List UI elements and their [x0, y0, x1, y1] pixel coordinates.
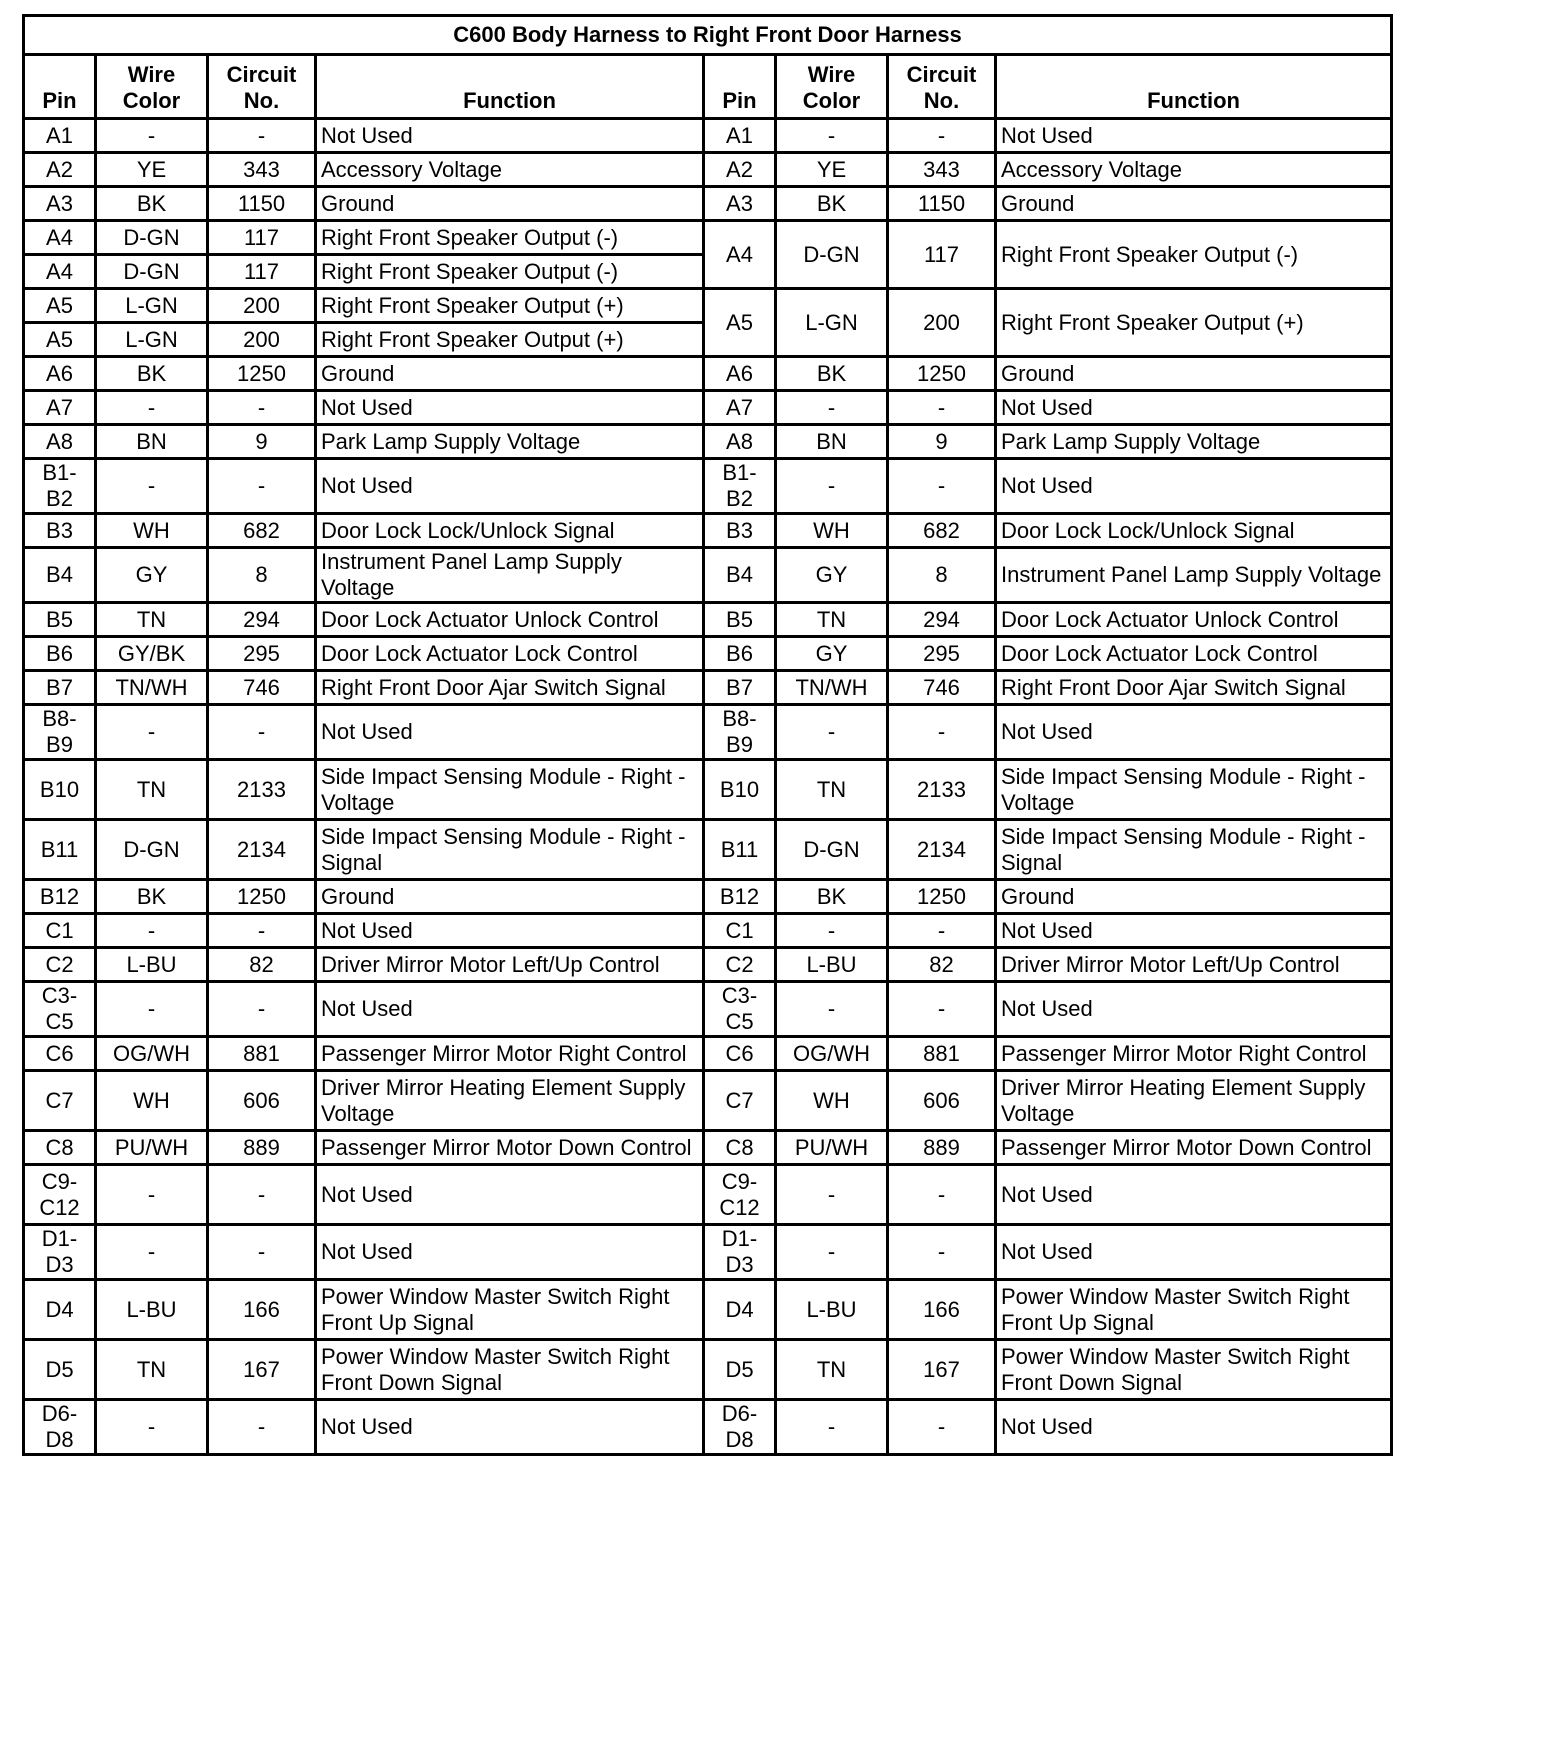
wire-color-cell: GY/BK [96, 637, 208, 671]
function-cell: Ground [996, 880, 1392, 914]
wire-color-cell: - [96, 914, 208, 948]
wire-color-cell: - [776, 705, 888, 760]
table-row [24, 1400, 1392, 1455]
function-cell: Passenger Mirror Motor Down Control [996, 1131, 1392, 1165]
harness-table-wrapper [22, 14, 1390, 1456]
table-row [24, 982, 1392, 1037]
function-cell: Not Used [316, 1400, 704, 1455]
pin-cell: A4 [24, 255, 96, 289]
table-row [24, 1280, 1392, 1340]
header-wire-color-left: Wire Color [96, 55, 208, 119]
wire-color-cell: TN [96, 1340, 208, 1400]
function-cell: Right Front Speaker Output (-) [996, 221, 1392, 289]
wire-color-cell: TN [776, 760, 888, 820]
circuit-cell: 2134 [888, 820, 996, 880]
circuit-cell: - [888, 459, 996, 514]
header-pin-right: Pin [704, 55, 776, 119]
pin-cell: C2 [704, 948, 776, 982]
pin-cell: B1-B2 [24, 459, 96, 514]
wire-color-cell: - [776, 914, 888, 948]
header-wire-color-right: Wire Color [776, 55, 888, 119]
table-row [24, 1071, 1392, 1131]
wire-color-cell: BK [96, 187, 208, 221]
circuit-cell: 343 [888, 153, 996, 187]
circuit-cell: 82 [208, 948, 316, 982]
wire-color-cell: TN [96, 760, 208, 820]
table-row [24, 119, 1392, 153]
wire-color-cell: BK [96, 880, 208, 914]
function-cell: Not Used [996, 1165, 1392, 1225]
function-cell: Not Used [996, 119, 1392, 153]
pin-cell: C8 [704, 1131, 776, 1165]
pin-cell: A3 [704, 187, 776, 221]
circuit-cell: 1250 [888, 880, 996, 914]
circuit-cell: - [208, 1165, 316, 1225]
wire-color-cell: OG/WH [776, 1037, 888, 1071]
function-cell: Right Front Speaker Output (+) [316, 289, 704, 323]
circuit-cell: 2133 [888, 760, 996, 820]
circuit-cell: 682 [888, 514, 996, 548]
circuit-cell: 200 [888, 289, 996, 357]
circuit-cell: - [888, 1165, 996, 1225]
wire-color-cell: BN [776, 425, 888, 459]
table-row [24, 391, 1392, 425]
function-cell: Right Front Door Ajar Switch Signal [316, 671, 704, 705]
pin-cell: C6 [24, 1037, 96, 1071]
wire-color-cell: BK [776, 187, 888, 221]
pin-cell: A1 [24, 119, 96, 153]
pin-cell: A4 [24, 221, 96, 255]
pin-cell: B11 [704, 820, 776, 880]
wire-color-cell: - [96, 982, 208, 1037]
header-function-right: Function [996, 55, 1392, 119]
wire-color-cell: BN [96, 425, 208, 459]
function-cell: Driver Mirror Motor Left/Up Control [996, 948, 1392, 982]
pin-cell: B6 [704, 637, 776, 671]
pin-cell: C3-C5 [24, 982, 96, 1037]
table-row [24, 705, 1392, 760]
header-circuit-left: Circuit No. [208, 55, 316, 119]
circuit-cell: - [208, 914, 316, 948]
circuit-cell: 889 [208, 1131, 316, 1165]
function-cell: Power Window Master Switch Right Front Down Signal [996, 1340, 1392, 1400]
circuit-cell: 117 [208, 255, 316, 289]
wire-color-cell: L-GN [96, 323, 208, 357]
circuit-cell: 167 [888, 1340, 996, 1400]
pin-cell: C7 [24, 1071, 96, 1131]
pin-cell: A7 [704, 391, 776, 425]
wire-color-cell: WH [96, 514, 208, 548]
function-cell: Not Used [316, 391, 704, 425]
header-circuit-right: Circuit No. [888, 55, 996, 119]
circuit-cell: - [208, 391, 316, 425]
circuit-cell: - [888, 119, 996, 153]
pin-cell: B8-B9 [24, 705, 96, 760]
wire-color-cell: - [96, 1400, 208, 1455]
circuit-cell: 9 [888, 425, 996, 459]
circuit-cell: 889 [888, 1131, 996, 1165]
function-cell: Ground [316, 880, 704, 914]
wire-color-cell: D-GN [96, 820, 208, 880]
function-cell: Park Lamp Supply Voltage [996, 425, 1392, 459]
table-row [24, 760, 1392, 820]
pin-cell: B6 [24, 637, 96, 671]
table-row [24, 187, 1392, 221]
table-row [24, 1131, 1392, 1165]
pin-cell: B7 [24, 671, 96, 705]
wire-color-cell: - [96, 459, 208, 514]
wire-color-cell: YE [96, 153, 208, 187]
pin-cell: B10 [704, 760, 776, 820]
table-row [24, 459, 1392, 514]
function-cell: Right Front Speaker Output (+) [316, 323, 704, 357]
table-row [24, 1225, 1392, 1280]
function-cell: Not Used [316, 914, 704, 948]
function-cell: Driver Mirror Heating Element Supply Voltage [316, 1071, 704, 1131]
wire-color-cell: TN [96, 603, 208, 637]
pin-cell: B11 [24, 820, 96, 880]
wire-color-cell: - [776, 982, 888, 1037]
function-cell: Right Front Speaker Output (-) [316, 255, 704, 289]
table-row [24, 948, 1392, 982]
circuit-cell: - [888, 1400, 996, 1455]
wire-color-cell: D-GN [776, 221, 888, 289]
circuit-cell: 167 [208, 1340, 316, 1400]
pin-cell: A5 [24, 323, 96, 357]
wire-color-cell: PU/WH [96, 1131, 208, 1165]
circuit-cell: 881 [888, 1037, 996, 1071]
table-title: C600 Body Harness to Right Front Door Harness [24, 16, 1392, 55]
wire-color-cell: D-GN [776, 820, 888, 880]
function-cell: Ground [316, 357, 704, 391]
function-cell: Driver Mirror Heating Element Supply Voltage [996, 1071, 1392, 1131]
function-cell: Driver Mirror Motor Left/Up Control [316, 948, 704, 982]
function-cell: Ground [996, 357, 1392, 391]
circuit-cell: 200 [208, 323, 316, 357]
circuit-cell: - [208, 459, 316, 514]
function-cell: Not Used [316, 982, 704, 1037]
pin-cell: A6 [704, 357, 776, 391]
circuit-cell: - [208, 1225, 316, 1280]
circuit-cell: 8 [208, 548, 316, 603]
wire-color-cell: WH [776, 1071, 888, 1131]
pin-cell: B8-B9 [704, 705, 776, 760]
pin-cell: C3-C5 [704, 982, 776, 1037]
circuit-cell: 8 [888, 548, 996, 603]
function-cell: Power Window Master Switch Right Front Up Signal [996, 1280, 1392, 1340]
pin-cell: A6 [24, 357, 96, 391]
circuit-cell: 682 [208, 514, 316, 548]
table-row [24, 548, 1392, 603]
wire-color-cell: - [776, 459, 888, 514]
pin-cell: A2 [704, 153, 776, 187]
circuit-cell: 82 [888, 948, 996, 982]
function-cell: Side Impact Sensing Module - Right - Signal [996, 820, 1392, 880]
pin-cell: D1-D3 [24, 1225, 96, 1280]
pin-cell: A5 [24, 289, 96, 323]
wire-color-cell: - [776, 119, 888, 153]
circuit-cell: 1250 [208, 880, 316, 914]
function-cell: Accessory Voltage [316, 153, 704, 187]
pin-cell: D4 [704, 1280, 776, 1340]
wire-color-cell: - [96, 119, 208, 153]
function-cell: Not Used [996, 459, 1392, 514]
header-pin-left: Pin [24, 55, 96, 119]
pin-cell: A5 [704, 289, 776, 357]
wire-color-cell: L-BU [96, 948, 208, 982]
circuit-cell: 2133 [208, 760, 316, 820]
wire-color-cell: - [776, 1165, 888, 1225]
table-body [24, 119, 1392, 1455]
wire-color-cell: - [96, 391, 208, 425]
wire-color-cell: - [776, 391, 888, 425]
circuit-cell: 295 [208, 637, 316, 671]
function-cell: Door Lock Lock/Unlock Signal [316, 514, 704, 548]
circuit-cell: - [208, 1400, 316, 1455]
function-cell: Door Lock Lock/Unlock Signal [996, 514, 1392, 548]
circuit-cell: 881 [208, 1037, 316, 1071]
function-cell: Door Lock Actuator Lock Control [316, 637, 704, 671]
function-cell: Accessory Voltage [996, 153, 1392, 187]
pin-cell: C6 [704, 1037, 776, 1071]
wire-color-cell: GY [776, 548, 888, 603]
pin-cell: A3 [24, 187, 96, 221]
pin-cell: A7 [24, 391, 96, 425]
circuit-cell: - [208, 982, 316, 1037]
pin-cell: C7 [704, 1071, 776, 1131]
function-cell: Instrument Panel Lamp Supply Voltage [996, 548, 1392, 603]
function-cell: Door Lock Actuator Unlock Control [996, 603, 1392, 637]
table-row [24, 514, 1392, 548]
pin-cell: A8 [704, 425, 776, 459]
wire-color-cell: BK [776, 357, 888, 391]
wire-color-cell: WH [96, 1071, 208, 1131]
function-cell: Not Used [316, 459, 704, 514]
wire-color-cell: L-BU [96, 1280, 208, 1340]
table-row [24, 637, 1392, 671]
table-row [24, 1165, 1392, 1225]
pin-cell: B12 [24, 880, 96, 914]
table-row [24, 221, 1392, 255]
column-header-row [24, 55, 1392, 119]
table-row [24, 880, 1392, 914]
wire-color-cell: D-GN [96, 221, 208, 255]
function-cell: Not Used [996, 705, 1392, 760]
function-cell: Door Lock Actuator Unlock Control [316, 603, 704, 637]
function-cell: Not Used [316, 119, 704, 153]
table-row [24, 289, 1392, 323]
circuit-cell: 166 [888, 1280, 996, 1340]
wire-color-cell: D-GN [96, 255, 208, 289]
circuit-cell: 294 [208, 603, 316, 637]
function-cell: Door Lock Actuator Lock Control [996, 637, 1392, 671]
pin-cell: D5 [24, 1340, 96, 1400]
wire-color-cell: PU/WH [776, 1131, 888, 1165]
function-cell: Side Impact Sensing Module - Right - Voltage [996, 760, 1392, 820]
circuit-cell: 2134 [208, 820, 316, 880]
pin-cell: C9-C12 [704, 1165, 776, 1225]
function-cell: Ground [996, 187, 1392, 221]
function-cell: Passenger Mirror Motor Right Control [996, 1037, 1392, 1071]
pin-cell: B7 [704, 671, 776, 705]
pin-cell: C1 [24, 914, 96, 948]
function-cell: Not Used [996, 391, 1392, 425]
circuit-cell: 200 [208, 289, 316, 323]
wire-color-cell: YE [776, 153, 888, 187]
table-row [24, 820, 1392, 880]
wire-color-cell: TN/WH [776, 671, 888, 705]
pin-cell: D1-D3 [704, 1225, 776, 1280]
wire-color-cell: - [96, 705, 208, 760]
pin-cell: B12 [704, 880, 776, 914]
function-cell: Not Used [996, 982, 1392, 1037]
pin-cell: B4 [24, 548, 96, 603]
pin-cell: D4 [24, 1280, 96, 1340]
function-cell: Not Used [316, 1225, 704, 1280]
circuit-cell: 1150 [888, 187, 996, 221]
wire-color-cell: L-BU [776, 1280, 888, 1340]
function-cell: Not Used [316, 1165, 704, 1225]
wire-color-cell: TN [776, 1340, 888, 1400]
pin-cell: C1 [704, 914, 776, 948]
function-cell: Side Impact Sensing Module - Right - Signal [316, 820, 704, 880]
circuit-cell: - [888, 391, 996, 425]
function-cell: Right Front Speaker Output (-) [316, 221, 704, 255]
pin-cell: B5 [704, 603, 776, 637]
wire-color-cell: - [96, 1225, 208, 1280]
circuit-cell: 746 [208, 671, 316, 705]
pin-cell: B1-B2 [704, 459, 776, 514]
wire-color-cell: OG/WH [96, 1037, 208, 1071]
function-cell: Power Window Master Switch Right Front Up Signal [316, 1280, 704, 1340]
table-row [24, 153, 1392, 187]
wire-color-cell: L-GN [776, 289, 888, 357]
wire-color-cell: BK [96, 357, 208, 391]
circuit-cell: 295 [888, 637, 996, 671]
wire-color-cell: GY [96, 548, 208, 603]
pin-cell: C2 [24, 948, 96, 982]
pin-cell: C8 [24, 1131, 96, 1165]
circuit-cell: 1150 [208, 187, 316, 221]
wire-color-cell: - [776, 1400, 888, 1455]
header-function-left: Function [316, 55, 704, 119]
pin-cell: C9-C12 [24, 1165, 96, 1225]
circuit-cell: 606 [888, 1071, 996, 1131]
table-row [24, 357, 1392, 391]
function-cell: Passenger Mirror Motor Right Control [316, 1037, 704, 1071]
wire-color-cell: - [96, 1165, 208, 1225]
circuit-cell: 117 [888, 221, 996, 289]
circuit-cell: 746 [888, 671, 996, 705]
wire-color-cell: TN [776, 603, 888, 637]
circuit-cell: 294 [888, 603, 996, 637]
function-cell: Power Window Master Switch Right Front Down Signal [316, 1340, 704, 1400]
wire-color-cell: TN/WH [96, 671, 208, 705]
circuit-cell: - [888, 705, 996, 760]
pin-cell: D5 [704, 1340, 776, 1400]
wire-color-cell: L-GN [96, 289, 208, 323]
pin-cell: A4 [704, 221, 776, 289]
function-cell: Not Used [996, 914, 1392, 948]
circuit-cell: 166 [208, 1280, 316, 1340]
function-cell: Right Front Speaker Output (+) [996, 289, 1392, 357]
harness-pinout-table [22, 14, 1393, 1456]
circuit-cell: - [888, 1225, 996, 1280]
pin-cell: D6-D8 [24, 1400, 96, 1455]
wire-color-cell: L-BU [776, 948, 888, 982]
pin-cell: B4 [704, 548, 776, 603]
pin-cell: D6-D8 [704, 1400, 776, 1455]
circuit-cell: - [888, 914, 996, 948]
table-row [24, 603, 1392, 637]
pin-cell: B10 [24, 760, 96, 820]
pin-cell: B5 [24, 603, 96, 637]
function-cell: Park Lamp Supply Voltage [316, 425, 704, 459]
pin-cell: A8 [24, 425, 96, 459]
circuit-cell: 117 [208, 221, 316, 255]
function-cell: Instrument Panel Lamp Supply Voltage [316, 548, 704, 603]
circuit-cell: 9 [208, 425, 316, 459]
table-row [24, 914, 1392, 948]
wire-color-cell: WH [776, 514, 888, 548]
circuit-cell: 1250 [208, 357, 316, 391]
circuit-cell: 1250 [888, 357, 996, 391]
function-cell: Side Impact Sensing Module - Right - Voltage [316, 760, 704, 820]
function-cell: Right Front Door Ajar Switch Signal [996, 671, 1392, 705]
wire-color-cell: BK [776, 880, 888, 914]
table-row [24, 1340, 1392, 1400]
wire-color-cell: - [776, 1225, 888, 1280]
pin-cell: A1 [704, 119, 776, 153]
pin-cell: B3 [24, 514, 96, 548]
function-cell: Not Used [996, 1225, 1392, 1280]
pin-cell: B3 [704, 514, 776, 548]
function-cell: Not Used [316, 705, 704, 760]
table-row [24, 425, 1392, 459]
circuit-cell: 343 [208, 153, 316, 187]
table-row [24, 671, 1392, 705]
function-cell: Passenger Mirror Motor Down Control [316, 1131, 704, 1165]
circuit-cell: - [208, 705, 316, 760]
circuit-cell: - [208, 119, 316, 153]
pin-cell: A2 [24, 153, 96, 187]
function-cell: Not Used [996, 1400, 1392, 1455]
circuit-cell: - [888, 982, 996, 1037]
wire-color-cell: GY [776, 637, 888, 671]
table-row [24, 1037, 1392, 1071]
function-cell: Ground [316, 187, 704, 221]
circuit-cell: 606 [208, 1071, 316, 1131]
